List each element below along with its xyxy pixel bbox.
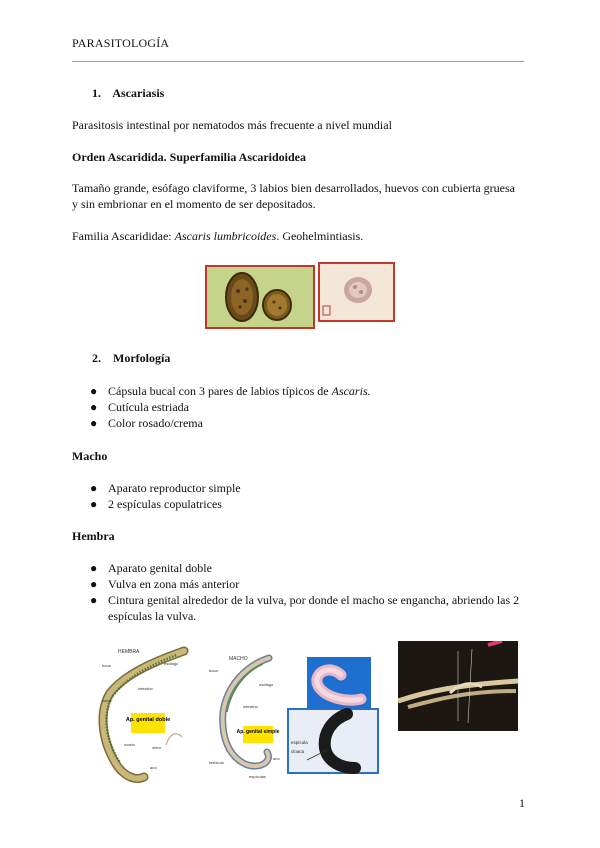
bullet-text: espículas la vulva. (108, 609, 197, 623)
list-item: ● Cutícula estriada (92, 399, 371, 415)
bullet-text: Vulva en zona más anterior (108, 577, 240, 591)
diagram-label: testículo (209, 760, 224, 765)
section-1-intro: Parasitosis intestinal por nematodos más frecuente a nivel mundial (72, 118, 392, 132)
bullet-text: Cintura genital alrededor de la vulva, por donde el macho se engancha, abriendo las 2 (108, 593, 520, 607)
list-item: ● Aparato reproductor simple (90, 481, 241, 495)
description-line-2: y sin embrionar en el momento de ser depositados. (72, 197, 316, 211)
list-item: ● Vulva en zona más anterior (92, 576, 532, 592)
section-1-title: Ascariasis (112, 86, 165, 100)
diagram-label: ano (273, 756, 280, 761)
species-name: Ascaris lumbricoides (174, 229, 277, 243)
female-genital-box: Ap. genital doble (125, 717, 171, 723)
list-item: ● Cápsula bucal con 3 pares de labios típicos de Ascaris. (90, 384, 371, 398)
female-diagram (96, 645, 196, 785)
bullet-text: Aparato genital doble (108, 561, 212, 575)
diagram-label: esófago (259, 682, 274, 687)
lips-photo (318, 262, 395, 322)
list-item (92, 608, 532, 624)
diagram-label: ovario (124, 742, 135, 747)
diagram-label: intestino (138, 686, 153, 691)
family-line (72, 228, 363, 244)
section-2-title: Morfología (113, 351, 171, 365)
diagram-label: ano (150, 765, 157, 770)
page-header: PARASITOLOGÍA (72, 36, 170, 50)
section-1-heading (92, 86, 164, 101)
diagram-label: boca (209, 668, 218, 673)
male-list (92, 480, 241, 512)
bullet-text: Aparato reproductor simple (108, 481, 241, 495)
male-diagram (205, 652, 287, 787)
description-line-1: Tamaño grande, esófago claviforme, 3 labios bien desarrollados, huevos con cubierta gruesa (72, 181, 516, 195)
male-genital-box: Ap. genital simple (236, 729, 280, 735)
diagram-label: boca (102, 663, 111, 668)
male-heading: Macho (72, 449, 108, 463)
family-prefix: Familia Ascarididae: (72, 229, 175, 243)
page-number: 1 (519, 796, 525, 810)
bullet-text: Cápsula bucal con 3 pares de labios típicos de (108, 384, 332, 398)
female-heading: Hembra (72, 529, 115, 543)
lips-image (320, 264, 393, 320)
male-diagram-title: MACHO (229, 656, 248, 662)
list-item: ● Cintura genital alrededor de la vulva, por donde el macho se engancha, abriendo las 2 (92, 592, 532, 608)
list-item: ● 2 espículas copulatrices (92, 496, 241, 512)
diagram-label: esófago (164, 661, 179, 666)
diagram-label: espículas (249, 774, 266, 779)
female-diagram-title: HEMBRA (118, 649, 140, 655)
mating-image (398, 641, 518, 731)
section-1-number: 1. (92, 86, 101, 100)
bullet-text: Cutícula estriada (108, 400, 189, 414)
bullet-text: 2 espículas copulatrices (108, 497, 222, 511)
worm-tail-photo (307, 657, 371, 708)
section-2-number: 2. (92, 351, 101, 365)
family-suffix: . Geohelmintiasis. (276, 229, 364, 243)
female-list (92, 560, 532, 624)
worm-tail-image (307, 657, 371, 708)
order-heading: Orden Ascaridida. Superfamilia Ascaridoidea (72, 150, 307, 164)
morphology-list (92, 383, 371, 431)
diagram-label: intestino (243, 704, 258, 709)
section-2-heading (92, 351, 170, 366)
header-rule (72, 61, 524, 62)
diagram-label: útero (152, 745, 162, 750)
spicule-label: espícula (291, 740, 308, 745)
eggs-photo (205, 265, 315, 329)
bullet-text: Color rosado/crema (108, 416, 203, 430)
list-item: ● Color rosado/crema (92, 415, 371, 431)
bullet-italic: Ascaris. (331, 384, 371, 398)
eggs-image (207, 267, 313, 327)
diagram-label: vulva (102, 698, 112, 703)
list-item: ● Aparato genital doble (92, 560, 532, 576)
mating-photo (398, 641, 518, 731)
spicules-photo (287, 708, 379, 774)
cloaca-label: cloaca (291, 749, 305, 754)
